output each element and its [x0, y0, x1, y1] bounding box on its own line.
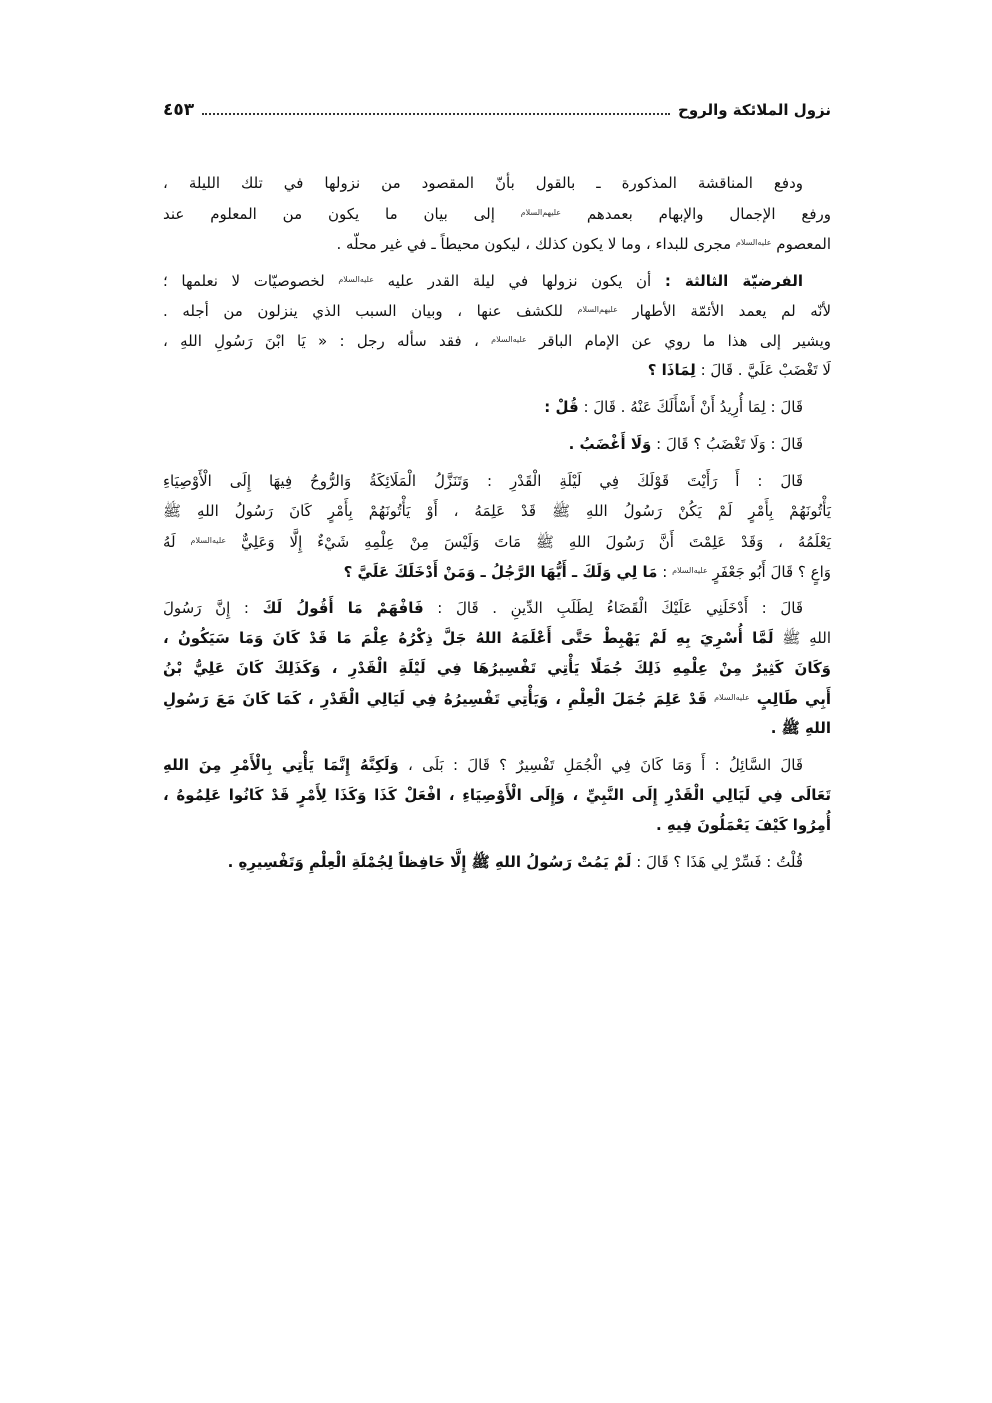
- text-segment: قَالَ : أَدْخَلَنِي عَلَيْكَ الْقَضَاءُ لِطَلَبِ الدِّينِ . قَالَ :: [423, 599, 804, 617]
- text-line: [163, 847, 831, 877]
- bold-text: قَدْ عَلِمَ جُمَلَ الْعِلْمِ ، وَيَأْتِي تَفْسِيرُهُ فِي لَيَالِي الْقَدْرِ ، كَمَا كَانَ مَعَ رَسُولِ: [163, 690, 715, 708]
- text-line: [163, 623, 831, 653]
- text-line: [163, 713, 831, 743]
- bold-text: الفرضيّة الثالثة :: [664, 272, 803, 290]
- text-line: [163, 168, 831, 198]
- text-line: [163, 265, 831, 295]
- paragraph: [163, 429, 831, 459]
- text-segment: ويشير إلى هذا ما روي عن الإمام الباقر: [526, 332, 831, 350]
- bold-text: مَا لِي وَلَكَ ـ أَيُّهَا الرَّجُلُ ـ وَمَنْ أَدْخَلَكَ عَلَيَّ ؟: [343, 563, 658, 581]
- text-segment: ودفع المناقشة المذكورة ـ بالقول بأنّ المقصود من نزولها في تلك الليلة ،: [163, 174, 803, 192]
- page-body: [163, 168, 831, 884]
- paragraph: [163, 847, 831, 877]
- bold-text: تَعَالَى فِي لَيَالِي الْقَدْرِ إِلَى النَّبِيِّ ، وَإِلَى الْأَوْصِيَاءِ ، افْعَلْ كَذَا وَكَذَا لِأَمْرٍ قَدْ كَانُوا عَلِمُوهُ ،: [163, 786, 831, 804]
- text-segment: قَالَ السَّائِلُ : أَ وَمَا كَانَ فِي الْجُمَلِ تَفْسِيرٌ ؟ قَالَ : بَلَى ،: [398, 756, 803, 774]
- bold-text: قُلْ :: [544, 398, 579, 416]
- bold-text: وَلَكِنَّهُ إِنَّمَا يَأْتِي بِالْأَمْرِ مِنَ اللهِ: [163, 756, 399, 774]
- text-segment: قَالَ : وَلَا تَغْضَبُ ؟ قَالَ :: [651, 435, 803, 453]
- text-line: [163, 683, 831, 713]
- text-segment: ، فقد سأله رجل : « يَا ابْنَ رَسُولِ اللهِ ،: [163, 332, 492, 350]
- bold-text: وَلَا أَغْضَبُ .: [568, 435, 652, 453]
- text-line: [163, 750, 831, 780]
- text-line: [163, 556, 831, 586]
- text-line: [163, 526, 831, 556]
- chapter-title: نزول الملائكة والروح: [678, 101, 831, 119]
- text-segment: قَالَ : أَ رَأَيْتَ قَوْلَكَ فِي لَيْلَةِ الْقَدْرِ : وَتَنَزَّلُ الْمَلَائِكَةُ وَالرُّوحُ فِيهَا إِلَى الْأَوْصِيَاءِ: [163, 472, 803, 490]
- honorific-glyph: عليه‌السلام: [190, 536, 227, 545]
- honorific-glyph: عليه‌السلام: [714, 693, 750, 702]
- bold-text: اللهِ ﷺ .: [770, 719, 831, 737]
- bold-text: فَافْهَمْ مَا أَقُولُ لَكَ: [262, 599, 424, 617]
- text-segment: ورفع الإجمال والإبهام بعمدهم: [561, 205, 831, 223]
- bold-text: لَمْ يَمُتْ رَسُولُ اللهِ ﷺ إِلَّا حَافِظاً لِجُمْلَةِ الْعِلْمِ وَتَفْسِيرِهِ .: [227, 853, 632, 871]
- text-segment: المعصوم: [771, 235, 831, 253]
- text-segment: للكشف عنها ، وبيان السبب الذي ينزلون من أجله .: [163, 302, 578, 320]
- bold-text: لِمَاذَا ؟: [647, 361, 696, 379]
- bold-text: لَمَّا أُسْرِيَ بِهِ لَمْ يَهْبِطْ حَتَّى أَعْلَمَهُ اللهُ جَلَّ ذِكْرُهُ عِلْمَ مَا قَدْ كَانَ وَمَا سَيَكُونُ ،: [163, 629, 774, 647]
- text-line: [163, 325, 831, 355]
- paragraph: [163, 466, 831, 586]
- text-segment: لَا تَغْضَبْ عَلَيَّ . قَالَ :: [695, 361, 831, 379]
- paragraph: [163, 593, 831, 743]
- bold-text: أَبِي طَالِبٍ: [749, 690, 831, 708]
- text-segment: مجرى للبداء ، وما لا يكون كذلك ، ليكون محيطاً ـ في غير محلّه .: [336, 235, 736, 253]
- text-segment: قُلْتُ : فَسِّرْ لِي هَذَا ؟ قَالَ :: [631, 853, 803, 871]
- text-line: [163, 392, 831, 422]
- paragraph: [163, 392, 831, 422]
- bold-text: وَكَانَ كَثِيرٌ مِنْ عِلْمِهِ ذَلِكَ جُمَلًا يَأْتِي تَفْسِيرُهَا فِي لَيْلَةِ الْقَدْرِ ، وَكَذَلِكَ كَانَ عَلِيُّ بْنُ: [163, 659, 831, 677]
- honorific-glyph: عليه‌السلام: [735, 238, 772, 247]
- text-segment: :: [657, 563, 673, 581]
- text-segment: إلى بيان ما يكون من المعلوم عند: [163, 205, 521, 223]
- text-line: [163, 295, 831, 325]
- text-segment: وَاعٍ ؟ قَالَ أَبُو جَعْفَرٍ: [707, 563, 831, 581]
- text-segment: أن يكون نزولها في ليلة القدر عليه: [373, 272, 665, 290]
- honorific-glyph: عليه‌السلام: [491, 335, 527, 344]
- text-segment: لخصوصيّات لا نعلمها ؛: [163, 272, 339, 290]
- honorific-glyph: عليه‌السلام: [672, 566, 708, 575]
- text-segment: اللهِ ﷺ: [773, 629, 831, 647]
- honorific-glyph: عليهم‌السلام: [577, 305, 618, 314]
- honorific-glyph: عليهم‌السلام: [520, 208, 562, 217]
- paragraph: [163, 750, 831, 840]
- text-line: [163, 198, 831, 228]
- paragraph: [163, 168, 831, 258]
- text-line: [163, 355, 831, 385]
- text-line: [163, 429, 831, 459]
- text-segment: يَعْلَمُهُ ، وَقَدْ عَلِمْتَ أَنَّ رَسُولَ اللهِ ﷺ مَاتَ وَلَيْسَ مِنْ عِلْمِهِ شَيْءٌ إِلَّا وَعَلِيٌّ: [226, 533, 831, 551]
- text-segment: لأنّه لم يعمد الأئمّة الأطهار: [617, 302, 831, 320]
- paragraph: [163, 265, 831, 385]
- text-line: [163, 466, 831, 496]
- text-line: [163, 653, 831, 683]
- text-line: [163, 593, 831, 623]
- text-segment: لَهُ: [163, 533, 191, 551]
- page-number: ٤٥٣: [163, 100, 195, 120]
- text-line: [163, 496, 831, 526]
- running-header: [163, 96, 831, 124]
- text-segment: يَأْتُونَهُمْ بِأَمْرٍ لَمْ يَكُنْ رَسُولُ اللهِ ﷺ قَدْ عَلِمَهُ ، أَوْ يَأْتُونَهُمْ بِأَمْرٍ كَانَ رَسُولُ اللهِ ﷺ: [163, 502, 831, 520]
- text-line: [163, 810, 831, 840]
- text-line: [163, 228, 831, 258]
- text-segment: قَالَ : لِمَا أُرِيدُ أَنْ أَسْأَلَكَ عَنْهُ . قَالَ :: [578, 398, 803, 416]
- text-segment: : إِنَّ رَسُولَ: [163, 599, 263, 617]
- text-line: [163, 780, 831, 810]
- bold-text: أُمِرُوا كَيْفَ يَعْمَلُونَ فِيهِ .: [655, 816, 831, 834]
- dotted-leader: [202, 113, 670, 115]
- honorific-glyph: عليه‌السلام: [338, 275, 374, 284]
